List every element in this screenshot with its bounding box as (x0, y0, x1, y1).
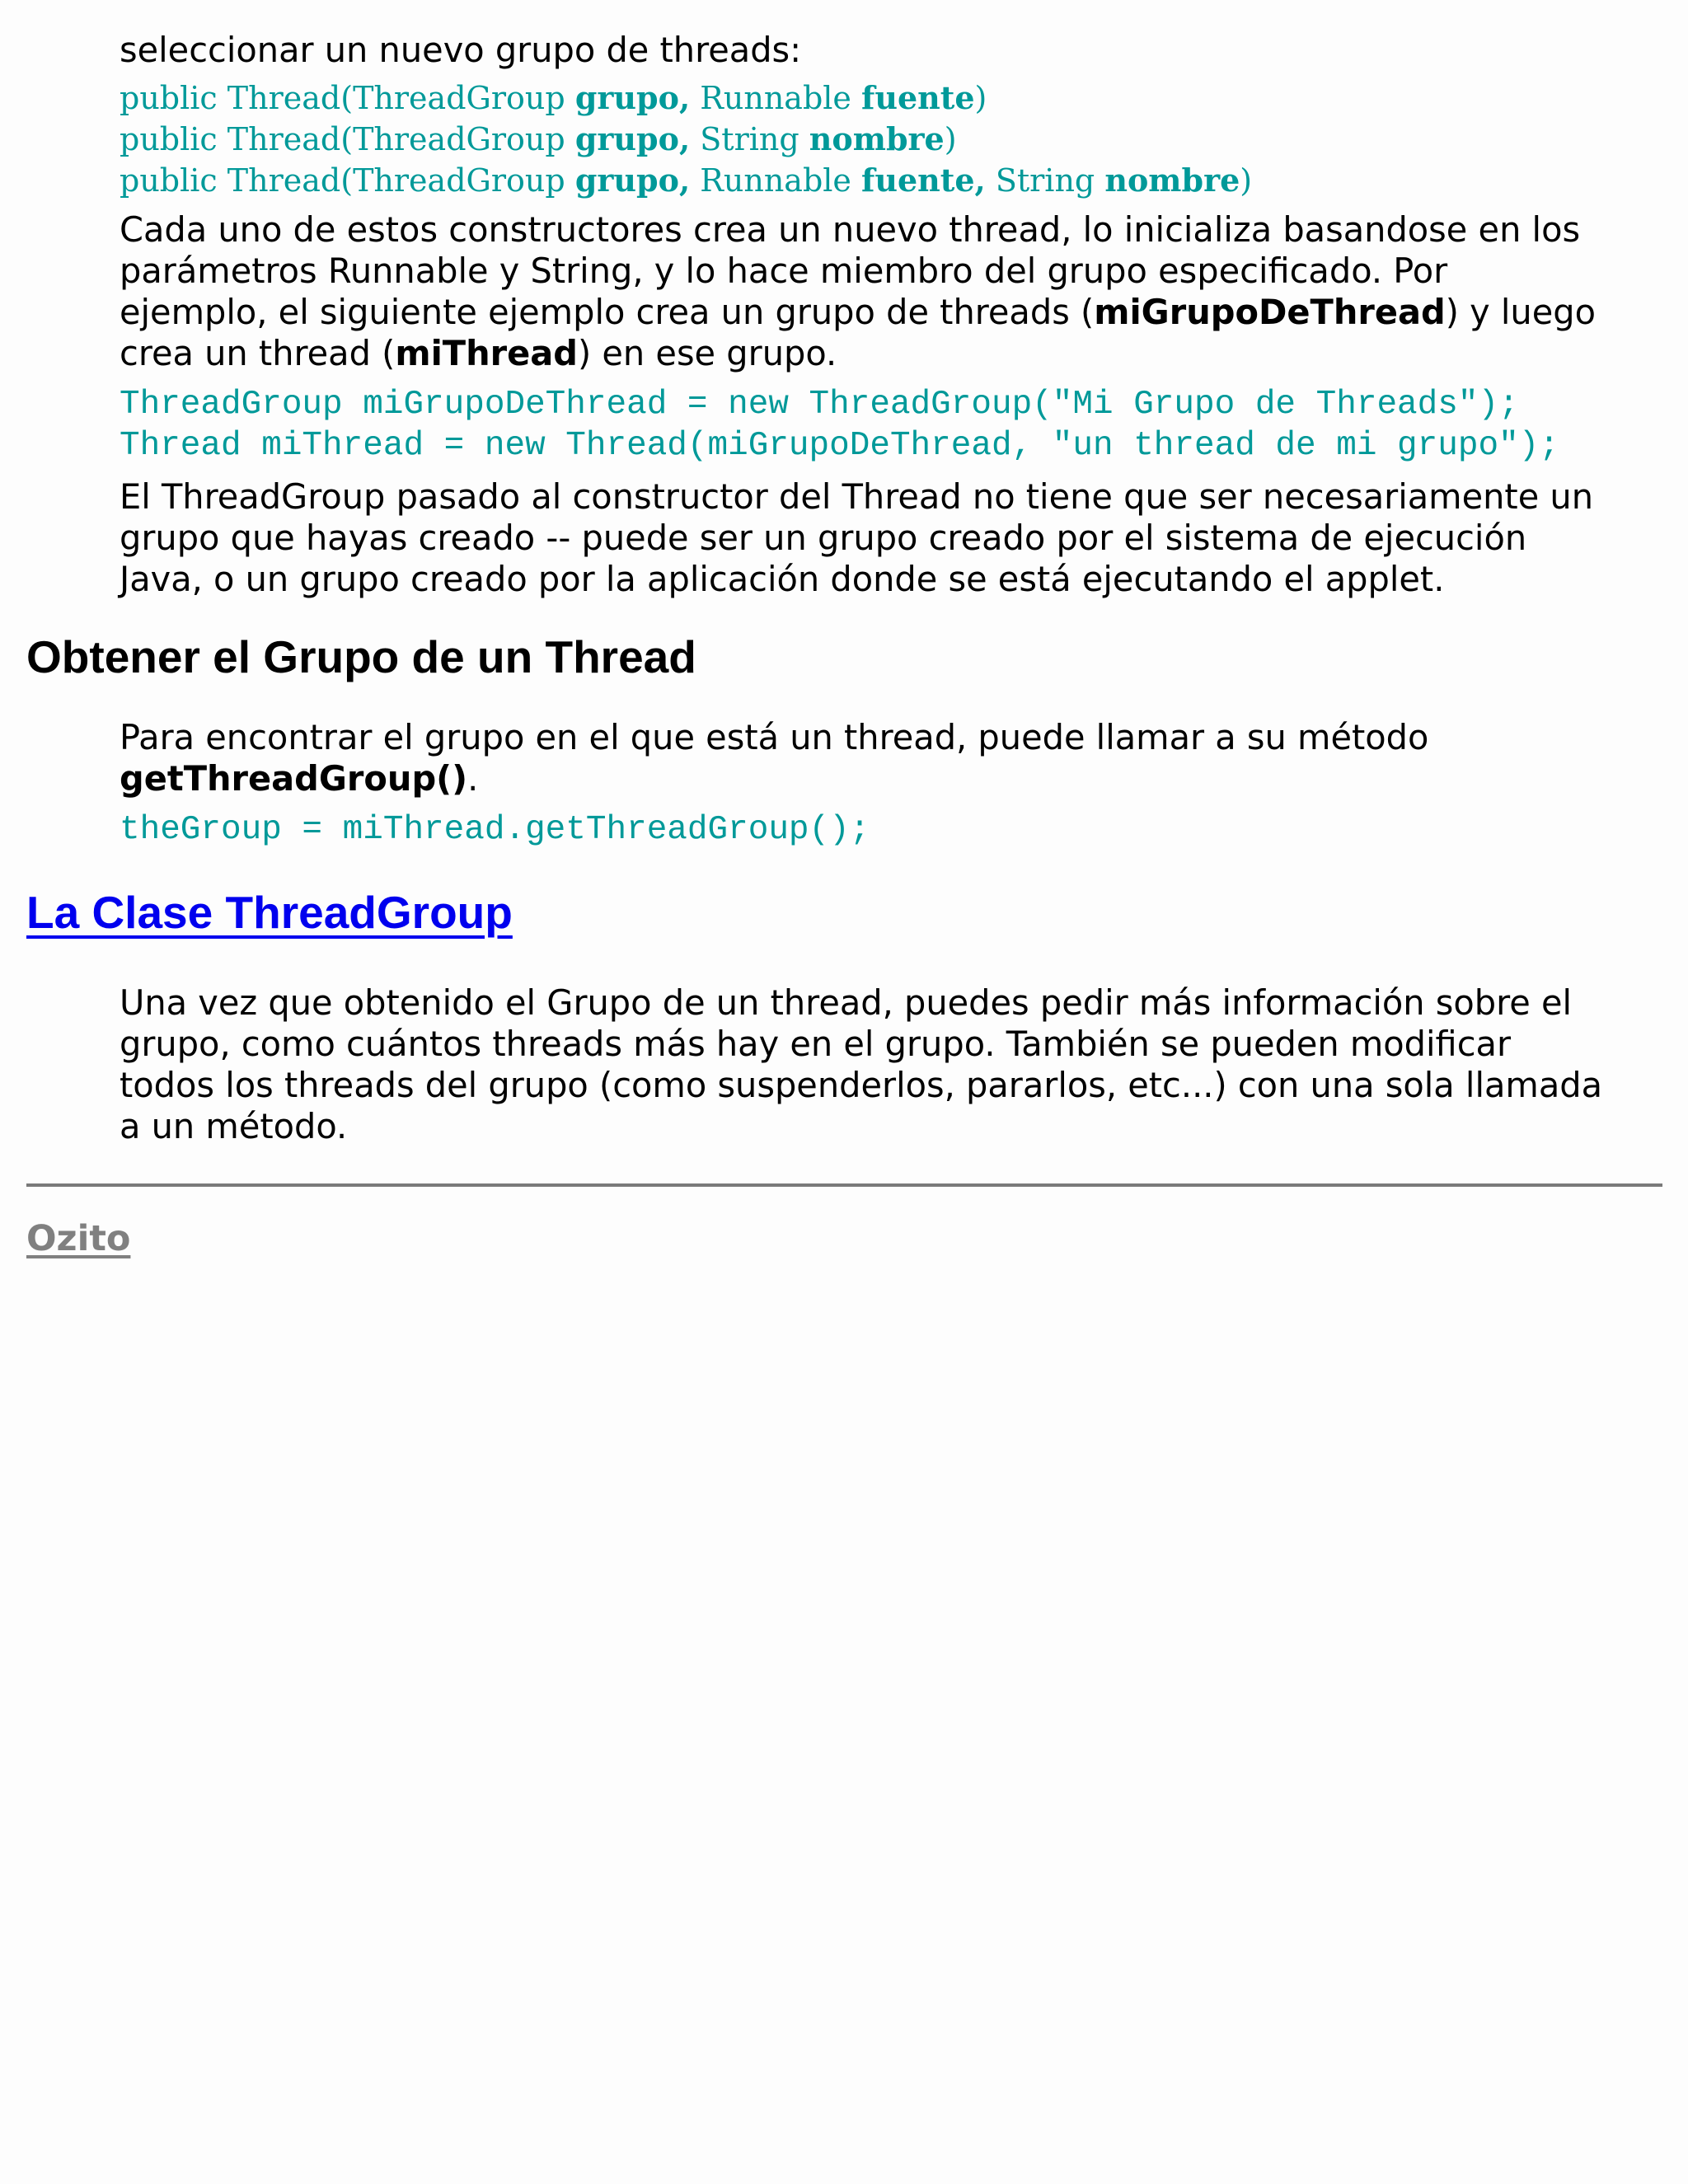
getthreadgroup-code (120, 809, 1662, 851)
constructor-line-1: public Thread(ThreadGroup grupo, Runnable fuente) (120, 79, 987, 116)
bold-getthreadgroup: getThreadGroup() (120, 758, 468, 799)
intro-block (120, 30, 1662, 71)
paragraph-getthreadgroup-text: Para encontrar el grupo en el que está un thread, puede llamar a su método getThreadGroup(). (120, 717, 1429, 799)
document-page (26, 30, 1662, 1259)
paragraph-constructors-text: Cada uno de estos constructores crea un nuevo thread, lo inicializa basandose en los parámetros Runnable y String, y lo hace miembro del grupo especificado. Por ejemplo, el siguiente ejemplo crea un grupo de threads (miGrupoDeThread) y luego crea un thread (miThread) en ese grupo. (120, 209, 1596, 373)
ozito-link[interactable]: Ozito (26, 1218, 131, 1259)
constructor-line-2: public Thread(ThreadGroup grupo, String nombre) (120, 120, 957, 157)
paragraph-threadgroup-info-text: Una vez que obtenido el Grupo de un thread, puedes pedir más información sobre el grupo, como cuántos threads más hay en el grupo. También se pueden modificar todos los threads del grupo (como suspenderlos, pararlos, etc...) con una sola llamada a un método. (120, 982, 1603, 1146)
paragraph-getthreadgroup (120, 717, 1662, 799)
section-heading-obtener-grupo: Obtener el Grupo de un Thread (26, 631, 696, 682)
paragraph-constructors (120, 209, 1662, 374)
section-heading-clase-threadgroup (26, 885, 1662, 940)
paragraph-threadgroup-info (120, 982, 1662, 1147)
example-code-line-1: ThreadGroup miGrupoDeThread = new ThreadGroup("Mi Grupo de Threads"); (120, 386, 1519, 424)
example-code (120, 384, 1662, 466)
paragraph-threadgroup-source-text: El ThreadGroup pasado al constructor del Thread no tiene que ser necesariamente un grupo que hayas creado -- puede ser un grupo creado por el sistema de ejecución Java, o un grupo creado por la aplicación donde se está ejecutando el applet. (120, 476, 1594, 599)
getthreadgroup-code-line: theGroup = miThread.getThreadGroup(); (120, 811, 870, 849)
clase-threadgroup-link[interactable]: La Clase ThreadGroup (26, 887, 513, 938)
horizontal-rule (26, 1183, 1662, 1187)
footer (26, 1218, 1662, 1259)
example-code-line-2: Thread miThread = new Thread(miGrupoDeThread, "un thread de mi grupo"); (120, 427, 1559, 465)
intro-text: seleccionar un nuevo grupo de threads: (120, 30, 802, 70)
constructors-code (120, 77, 1662, 201)
constructor-line-3: public Thread(ThreadGroup grupo, Runnable fuente, String nombre) (120, 162, 1253, 199)
bold-migrupodethread: miGrupoDeThread (1094, 292, 1446, 332)
bold-mithread: miThread (395, 333, 578, 373)
paragraph-threadgroup-source (120, 476, 1662, 600)
